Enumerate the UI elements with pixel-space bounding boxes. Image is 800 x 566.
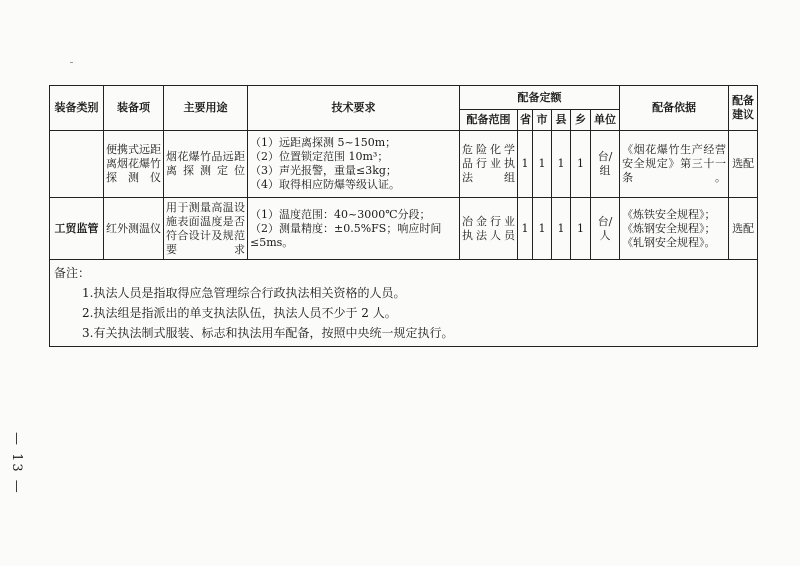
header-item: 装备项 xyxy=(104,86,164,131)
row1-unit: 台/组 xyxy=(591,131,620,198)
row2-county: 1 xyxy=(552,198,571,260)
row2-unit: 台/人 xyxy=(591,198,620,260)
row1-province: 1 xyxy=(518,131,533,198)
row1-item: 便携式远距离烟花爆竹探测仪 xyxy=(104,131,164,198)
row1-requirements xyxy=(248,131,460,198)
header-requirements: 技术要求 xyxy=(248,86,460,131)
row2-item: 红外测温仪 xyxy=(104,198,164,260)
header-suggestion: 配备建议 xyxy=(729,86,758,131)
header-quota: 配备定额 xyxy=(460,86,620,110)
row1-category xyxy=(50,131,104,198)
note-line: 2.执法组是指派出的单支执法队伍，执法人员不少于 2 人。 xyxy=(82,306,397,320)
scan-speck xyxy=(70,62,73,63)
row2-requirements xyxy=(248,198,460,260)
table-row xyxy=(50,198,758,260)
row2-category: 工贸监管 xyxy=(50,198,104,260)
row2-township: 1 xyxy=(571,198,591,260)
basis-line: 《炼钢安全规程》； xyxy=(622,221,716,235)
row2-suggestion: 选配 xyxy=(729,198,758,260)
requirement-line: （2）测量精度：±0.5%FS；响应时间≤5ms。 xyxy=(250,221,442,249)
notes-cell xyxy=(50,260,758,347)
row1-county: 1 xyxy=(552,131,571,198)
requirement-line: （4）取得相应防爆等级认证。 xyxy=(250,178,400,191)
row1-purpose: 烟花爆竹品远距离探测定位 xyxy=(164,131,248,198)
row1-city: 1 xyxy=(533,131,552,198)
row2-basis xyxy=(620,198,729,260)
row2-scope: 冶金行业执法人员 xyxy=(460,198,518,260)
basis-line: 《炼铁安全规程》； xyxy=(622,207,716,221)
header-basis: 配备依据 xyxy=(620,86,729,131)
row1-scope: 危险化学品行业执法组 xyxy=(460,131,518,198)
requirement-line: （1）温度范围：40~3000℃分段； xyxy=(250,207,431,221)
equipment-table xyxy=(49,85,758,347)
header-unit: 单位 xyxy=(591,110,620,131)
header-county: 县 xyxy=(552,110,571,131)
header-city: 市 xyxy=(533,110,552,131)
header-province: 省 xyxy=(518,110,533,131)
header-township: 乡 xyxy=(571,110,591,131)
row1-suggestion: 选配 xyxy=(729,131,758,198)
basis-line: 《轧钢安全规程》。 xyxy=(622,235,716,249)
note-line: 3.有关执法制式服装、标志和执法用车配备，按照中央统一规定执行。 xyxy=(82,326,454,340)
row2-purpose: 用于测量高温设施表面温度是否符合设计及规范要求 xyxy=(164,198,248,260)
row2-province: 1 xyxy=(518,198,533,260)
note-line: 1.执法人员是指取得应急管理综合行政执法相关资格的人员。 xyxy=(82,286,406,300)
row1-township: 1 xyxy=(571,131,591,198)
requirement-line: （2）位置锁定范围 10m³； xyxy=(250,150,389,163)
row2-city: 1 xyxy=(533,198,552,260)
row1-basis: 《烟花爆竹生产经营安全规定》第三十一条。 xyxy=(620,131,729,198)
header-category: 装备类别 xyxy=(50,86,104,131)
header-scope: 配备范围 xyxy=(460,110,518,131)
page-number: — 13 — xyxy=(9,432,24,495)
requirement-line: （3）声光报警，重量≤3kg； xyxy=(250,164,397,177)
table-row xyxy=(50,131,758,198)
notes-title: 备注： xyxy=(54,266,91,280)
header-purpose: 主要用途 xyxy=(164,86,248,131)
requirement-line: （1）远距离探测 5~150m； xyxy=(250,136,397,149)
